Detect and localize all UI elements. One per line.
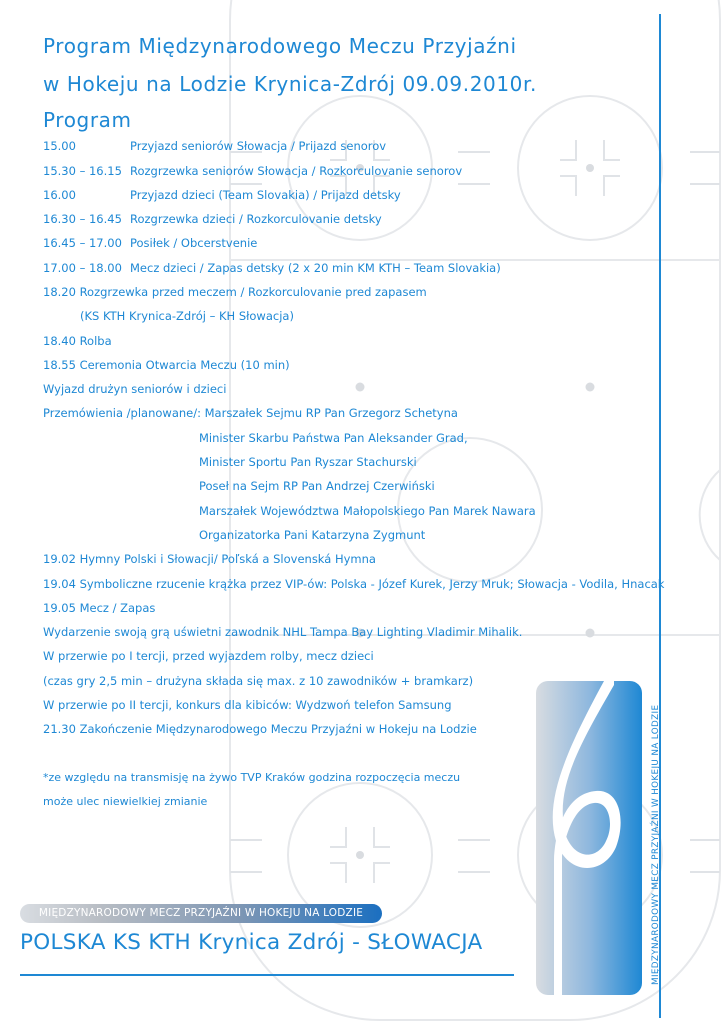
footnote-line: może ulec niewielkiej zmianie: [43, 795, 208, 808]
program-line: Minister Skarbu Państwa Pan Aleksander Grad,: [199, 431, 468, 445]
program-line: 19.04 Symboliczne rzucenie krążka przez VIP-ów: Polska - Józef Kurek, Jerzy Mruk; Słowacja - Vodila, Hnacak: [43, 577, 665, 591]
program-line: W przerwie po II tercji, konkurs dla kibiców: Wydzwoń telefon Samsung: [43, 698, 452, 712]
footer-underline: [20, 974, 514, 976]
program-line: 19.02 Hymny Polski i Słowacji/ Poľská a Slovenská Hymna: [43, 552, 376, 566]
program-line: 19.05 Mecz / Zapas: [43, 601, 156, 615]
schedule-time: 16.00: [43, 188, 76, 202]
footnote-line: *ze względu na transmisję na żywo TVP Kraków godzina rozpoczęcia meczu: [43, 771, 461, 784]
match-title: POLSKA KS KTH Krynica Zdrój - SŁOWACJA: [20, 930, 483, 955]
program-line: 18.40 Rolba: [43, 334, 112, 348]
program-line: Poseł na Sejm RP Pan Andrzej Czerwiński: [199, 479, 435, 493]
schedule-desc: Przyjazd dzieci (Team Slovakia) / Prijazd detsky: [130, 188, 401, 202]
schedule-desc: Posiłek / Obcerstvenie: [130, 236, 258, 250]
program-line: Organizatorka Pani Katarzyna Zygmunt: [199, 528, 426, 542]
program-line: Wyjazd drużyn seniorów i dzieci: [43, 382, 227, 396]
schedule-desc: Mecz dzieci / Zapas detsky (2 x 20 min KM KTH – Team Slovakia): [130, 261, 501, 275]
title-line-1: Program Międzynarodowego Meczu Przyjaźni: [43, 34, 517, 58]
hockey-stick-logo: [536, 681, 642, 995]
program-line: Minister Sportu Pan Ryszar Stachurski: [199, 455, 417, 469]
title-line-2: w Hokeju na Lodzie Krynica-Zdrój 09.09.2010r.: [43, 72, 537, 96]
schedule-time: 15.00: [43, 139, 76, 153]
program-line: 21.30 Zakończenie Międzynarodowego Meczu Przyjaźni w Hokeju na Lodzie: [43, 722, 477, 736]
program-line: W przerwie po I tercji, przed wyjazdem rolby, mecz dzieci: [43, 649, 374, 663]
schedule-time: 17.00 – 18.00: [43, 261, 122, 275]
schedule-desc: Przyjazd seniorów Słowacja / Prijazd senorov: [130, 139, 387, 153]
program-line: (czas gry 2,5 min – drużyna składa się max. z 10 zawodników + bramkarz): [43, 674, 474, 688]
program-line: Przemówienia /planowane/: Marszałek Sejmu RP Pan Grzegorz Schetyna: [43, 406, 458, 420]
schedule-desc: Rozgrzewka dzieci / Rozkorculovanie detsky: [130, 212, 382, 226]
program-heading: Program: [43, 108, 132, 132]
program-line: (KS KTH Krynica-Zdrój – KH Słowacja): [80, 309, 294, 323]
schedule-desc: Rozgrzewka seniorów Słowacja / Rozkorculovanie senorov: [130, 164, 463, 178]
event-banner: MIĘDZYNARODOWY MECZ PRZYJAŹNI W HOKEJU NA LODZIE: [20, 904, 382, 923]
program-line: 18.55 Ceremonia Otwarcia Meczu (10 min): [43, 358, 290, 372]
program-line: Marszałek Województwa Małopolskiego Pan Marek Nawara: [199, 504, 536, 518]
program-line: Wydarzenie swoją grą uświetni zawodnik NHL Tampa Bay Lighting Vladimir Mihalik.: [43, 625, 523, 639]
schedule-time: 16.45 – 17.00: [43, 236, 122, 250]
program-line: 18.20 Rozgrzewka przed meczem / Rozkorculovanie pred zapasem: [43, 285, 427, 299]
schedule-time: 15.30 – 16.15: [43, 164, 122, 178]
schedule-time: 16.30 – 16.45: [43, 212, 122, 226]
side-vertical-text: MIĘDZYNARODOWY MECZ PRZYJAŹNI W HOKEJU NA LODZIE: [651, 704, 661, 985]
